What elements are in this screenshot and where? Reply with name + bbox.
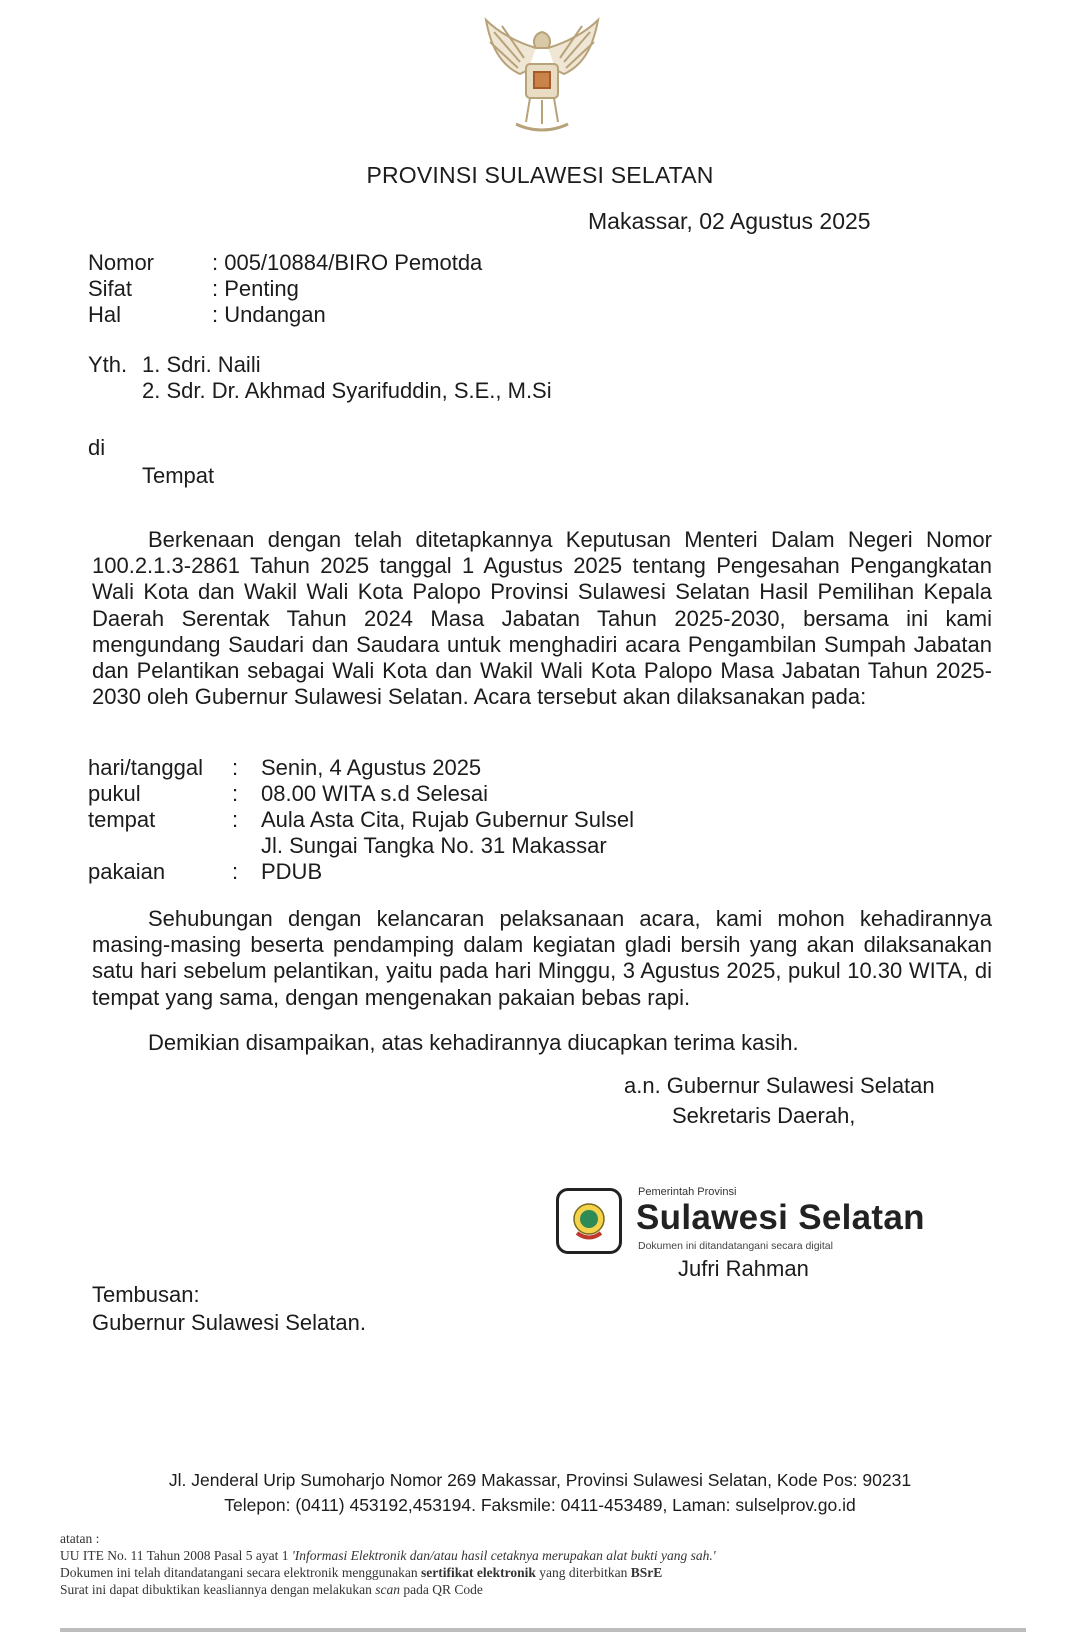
detail-value: Senin, 4 Agustus 2025: [261, 755, 482, 780]
badge-note: Dokumen ini ditandatangani secara digital: [638, 1240, 833, 1252]
footer-address: Jl. Jenderal Urip Sumoharjo Nomor 269 Makassar, Provinsi Sulawesi Selatan, Kode Pos: 90231: [168, 1470, 912, 1490]
notes-line-2: [60, 1564, 662, 1581]
detail-value: 08.00 WITA s.d Selesai: [261, 781, 489, 806]
badge-title: Sulawesi Selatan: [636, 1198, 925, 1237]
garuda-crest-icon: [476, 12, 608, 144]
meta-value: : Undangan: [212, 302, 326, 327]
badge-small-text: Pemerintah Provinsi: [638, 1186, 737, 1198]
footer-contact: Telepon: (0411) 453192,453194. Faksmile: 0411-453489, Laman: sulselprov.go.id: [224, 1495, 856, 1515]
notes-text: pada QR Code: [400, 1582, 483, 1597]
detail-colon: :: [232, 807, 239, 832]
signatory-name: Jufri Rahman: [678, 1256, 809, 1281]
notes-bold: BSrE: [630, 1565, 663, 1580]
province-heading: PROVINSI SULAWESI SELATAN: [366, 162, 714, 188]
detail-colon: :: [232, 755, 239, 780]
notes-text: Surat ini dapat dibuktikan keasliannya dengan melakukan: [60, 1582, 376, 1597]
digital-signature-badge: [556, 1182, 926, 1260]
meta-value: : 005/10884/BIRO Pemotda: [212, 250, 483, 275]
notes-bold: sertifikat elektronik: [421, 1565, 536, 1580]
sulsel-emblem-icon: [556, 1188, 622, 1254]
notes-line-3: [60, 1581, 483, 1598]
detail-colon: :: [232, 859, 239, 884]
detail-value: Jl. Sungai Tangka No. 31 Makassar: [261, 833, 607, 858]
detail-value: PDUB: [261, 859, 323, 884]
detail-label: pakaian: [88, 859, 166, 884]
meta-label: Hal: [88, 302, 122, 327]
detail-label: pukul: [88, 781, 141, 806]
body-paragraph-2: Sehubungan dengan kelancaran pelaksanaan acara, kami mohon kehadirannya masing-masing beserta pendamping dalam kegiatan gladi bersih yang akan dilaksanakan satu hari sebelum pelantikan, yaitu pada hari Minggu, 3 Agustus 2025, pukul 10.30 WITA, di tempat yang sama, dengan mengenakan pakaian bebas rapi.: [92, 906, 992, 1010]
notes-italic: 'Informasi Elektronik dan/atau hasil cetaknya merupakan alat bukti yang sah.': [291, 1548, 716, 1563]
notes-text: UU ITE No. 11 Tahun 2008 Pasal 5 ayat 1: [60, 1548, 292, 1563]
addressee-item: 2. Sdr. Dr. Akhmad Syarifuddin, S.E., M.Si: [142, 378, 552, 403]
di-label: di: [88, 435, 106, 460]
detail-label: hari/tanggal: [88, 755, 203, 780]
detail-colon: :: [232, 781, 239, 806]
yth-label: Yth.: [88, 352, 128, 377]
detail-label: tempat: [88, 807, 156, 832]
notes-line-1: [60, 1547, 716, 1564]
detail-value: Aula Asta Cita, Rujab Gubernur Sulsel: [261, 807, 634, 832]
cc-title: Tembusan:: [92, 1282, 200, 1307]
place-date: Makassar, 02 Agustus 2025: [588, 208, 871, 234]
notes-text: Dokumen ini telah ditandatangani secara elektronik menggunakan: [60, 1565, 421, 1580]
meta-value: : Penting: [212, 276, 299, 301]
notes-text: yang diterbitkan: [535, 1565, 631, 1580]
notes-italic: scan: [375, 1582, 401, 1597]
cc-item: Gubernur Sulawesi Selatan.: [92, 1310, 366, 1335]
signature-on-behalf: a.n. Gubernur Sulawesi Selatan: [624, 1073, 935, 1098]
bottom-divider: [60, 1628, 1026, 1632]
meta-label: Nomor: [88, 250, 155, 275]
body-paragraph-3: Demikian disampaikan, atas kehadirannya diucapkan terima kasih.: [148, 1030, 799, 1055]
body-paragraph-1: Berkenaan dengan telah ditetapkannya Keputusan Menteri Dalam Negeri Nomor 100.2.1.3-2861 Tahun 2025 tanggal 1 Agustus 2025 tentang Pengesahan Pengangkatan Wali Kota dan Wakil Wali Kota Palopo Provinsi Sulawesi Selatan Hasil Pemilihan Kepala Daerah Serentak Tahun 2024 Masa Jabatan Tahun 2025-2030, bersama ini kami mengundang Saudari dan Saudara untuk menghadiri acara Pengambilan Sumpah Jabatan dan Pelantikan sebagai Wali Kota dan Wakil Wali Kota Palopo Masa Jabatan Tahun 2025-2030 oleh Gubernur Sulawesi Selatan. Acara tersebut akan dilaksanakan pada:: [92, 527, 992, 710]
signature-position: Sekretaris Daerah,: [672, 1103, 856, 1128]
addressee-item: 1. Sdri. Naili: [142, 352, 261, 377]
meta-label: Sifat: [88, 276, 133, 301]
notes-label: atatan :: [60, 1531, 100, 1546]
tempat-label: Tempat: [142, 463, 215, 488]
